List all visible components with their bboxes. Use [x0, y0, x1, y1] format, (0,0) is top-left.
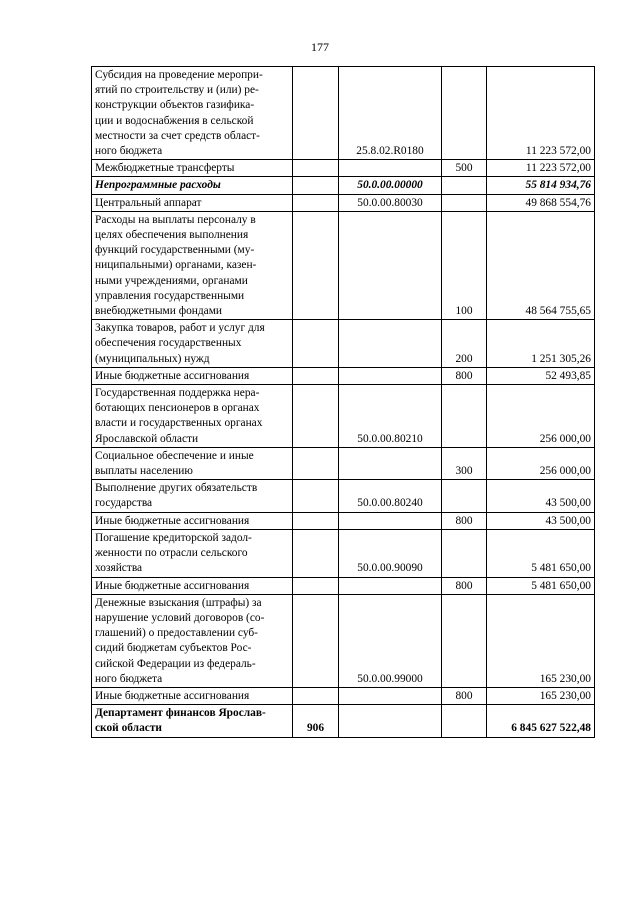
- table-row: [92, 705, 595, 737]
- table-row: [92, 320, 595, 368]
- table-row: [92, 194, 595, 211]
- amount-cell: 256 000,00: [487, 447, 595, 479]
- expense-type-code-cell: 300: [442, 447, 487, 479]
- department-code-cell: [293, 577, 339, 594]
- expense-name-cell: Иные бюджетные ассигнования: [92, 577, 293, 594]
- table-row: [92, 67, 595, 160]
- department-code-cell: [293, 594, 339, 687]
- expense-type-code-cell: [442, 594, 487, 687]
- amount-cell: 165 230,00: [487, 594, 595, 687]
- department-code-cell: [293, 194, 339, 211]
- department-code-cell: [293, 529, 339, 577]
- expense-type-code-cell: [442, 177, 487, 194]
- amount-cell: 5 481 650,00: [487, 529, 595, 577]
- target-article-code-cell: 50.0.00.80030: [339, 194, 442, 211]
- table-row: [92, 687, 595, 704]
- department-code-cell: [293, 512, 339, 529]
- expense-type-code-cell: 800: [442, 512, 487, 529]
- target-article-code-cell: [339, 705, 442, 737]
- table-row: [92, 385, 595, 448]
- expense-type-code-cell: 200: [442, 320, 487, 368]
- expense-type-code-cell: 800: [442, 367, 487, 384]
- target-article-code-cell: [339, 211, 442, 319]
- expense-name-cell: Социальное обеспечение и иные выплаты населению: [92, 447, 293, 479]
- expense-name-cell: Закупка товаров, работ и услуг для обеспечения государственных (муниципальных) нужд: [92, 320, 293, 368]
- amount-cell: 43 500,00: [487, 480, 595, 512]
- expense-type-code-cell: 800: [442, 687, 487, 704]
- target-article-code-cell: [339, 160, 442, 177]
- amount-cell: 48 564 755,65: [487, 211, 595, 319]
- target-article-code-cell: [339, 447, 442, 479]
- target-article-code-cell: 50.0.00.99000: [339, 594, 442, 687]
- department-code-cell: [293, 160, 339, 177]
- amount-cell: 43 500,00: [487, 512, 595, 529]
- amount-cell: 5 481 650,00: [487, 577, 595, 594]
- expense-name-cell: Субсидия на проведение меропри- ятий по строительству и (или) ре- конструкции объектов газифика- ции и водоснабжения в сельской местности за счет средств област- ного бюджета: [92, 67, 293, 160]
- table-row: [92, 160, 595, 177]
- department-code-cell: [293, 67, 339, 160]
- expense-name-cell: Денежные взыскания (штрафы) за нарушение условий договоров (со- глашений) о предоставлении суб- сидий бюджетам субъектов Рос- сийской Федерации из федераль- ного бюджета: [92, 594, 293, 687]
- table-row: [92, 211, 595, 319]
- expense-name-cell: Государственная поддержка нера- ботающих пенсионеров в органах власти и государственных органах Ярославской области: [92, 385, 293, 448]
- expense-name-cell: Иные бюджетные ассигнования: [92, 512, 293, 529]
- amount-cell: 11 223 572,00: [487, 67, 595, 160]
- table-row: [92, 577, 595, 594]
- expense-type-code-cell: 800: [442, 577, 487, 594]
- department-code-cell: [293, 367, 339, 384]
- amount-cell: 256 000,00: [487, 385, 595, 448]
- target-article-code-cell: 50.0.00.00000: [339, 177, 442, 194]
- expense-name-cell: Иные бюджетные ассигнования: [92, 687, 293, 704]
- amount-cell: 49 868 554,76: [487, 194, 595, 211]
- budget-table-body: [92, 67, 595, 738]
- department-code-cell: [293, 687, 339, 704]
- target-article-code-cell: [339, 367, 442, 384]
- department-code-cell: [293, 447, 339, 479]
- page-number: 177: [311, 40, 329, 54]
- target-article-code-cell: 25.8.02.R0180: [339, 67, 442, 160]
- expense-type-code-cell: [442, 194, 487, 211]
- amount-cell: 55 814 934,76: [487, 177, 595, 194]
- expense-name-cell: Центральный аппарат: [92, 194, 293, 211]
- table-row: [92, 447, 595, 479]
- expense-name-cell: Иные бюджетные ассигнования: [92, 367, 293, 384]
- target-article-code-cell: 50.0.00.80210: [339, 385, 442, 448]
- expense-name-cell: Выполнение других обязательств государства: [92, 480, 293, 512]
- expense-name-cell: Расходы на выплаты персоналу в целях обеспечения выполнения функций государственными (му- ниципальными) органами, казен- ными учреждениями, органами управления государственными внебюджетными фондами: [92, 211, 293, 319]
- target-article-code-cell: [339, 512, 442, 529]
- target-article-code-cell: 50.0.00.80240: [339, 480, 442, 512]
- table-row: [92, 480, 595, 512]
- amount-cell: 6 845 627 522,48: [487, 705, 595, 737]
- table-row: [92, 177, 595, 194]
- amount-cell: 165 230,00: [487, 687, 595, 704]
- expense-name-cell: Межбюджетные трансферты: [92, 160, 293, 177]
- table-row: [92, 512, 595, 529]
- target-article-code-cell: [339, 687, 442, 704]
- expense-type-code-cell: [442, 480, 487, 512]
- department-code-cell: [293, 480, 339, 512]
- expense-type-code-cell: 100: [442, 211, 487, 319]
- department-code-cell: [293, 177, 339, 194]
- table-row: [92, 529, 595, 577]
- amount-cell: 52 493,85: [487, 367, 595, 384]
- department-code-cell: [293, 320, 339, 368]
- expense-name-cell: Департамент финансов Ярослав- ской области: [92, 705, 293, 737]
- target-article-code-cell: [339, 320, 442, 368]
- expense-type-code-cell: 500: [442, 160, 487, 177]
- expense-name-cell: Непрограммные расходы: [92, 177, 293, 194]
- expense-type-code-cell: [442, 385, 487, 448]
- expense-type-code-cell: [442, 705, 487, 737]
- expense-type-code-cell: [442, 529, 487, 577]
- department-code-cell: [293, 211, 339, 319]
- target-article-code-cell: [339, 577, 442, 594]
- budget-table: [91, 66, 595, 738]
- table-row: [92, 594, 595, 687]
- amount-cell: 1 251 305,26: [487, 320, 595, 368]
- expense-type-code-cell: [442, 67, 487, 160]
- department-code-cell: 906: [293, 705, 339, 737]
- target-article-code-cell: 50.0.00.90090: [339, 529, 442, 577]
- department-code-cell: [293, 385, 339, 448]
- table-row: [92, 367, 595, 384]
- expense-name-cell: Погашение кредиторской задол- женности по отрасли сельского хозяйства: [92, 529, 293, 577]
- amount-cell: 11 223 572,00: [487, 160, 595, 177]
